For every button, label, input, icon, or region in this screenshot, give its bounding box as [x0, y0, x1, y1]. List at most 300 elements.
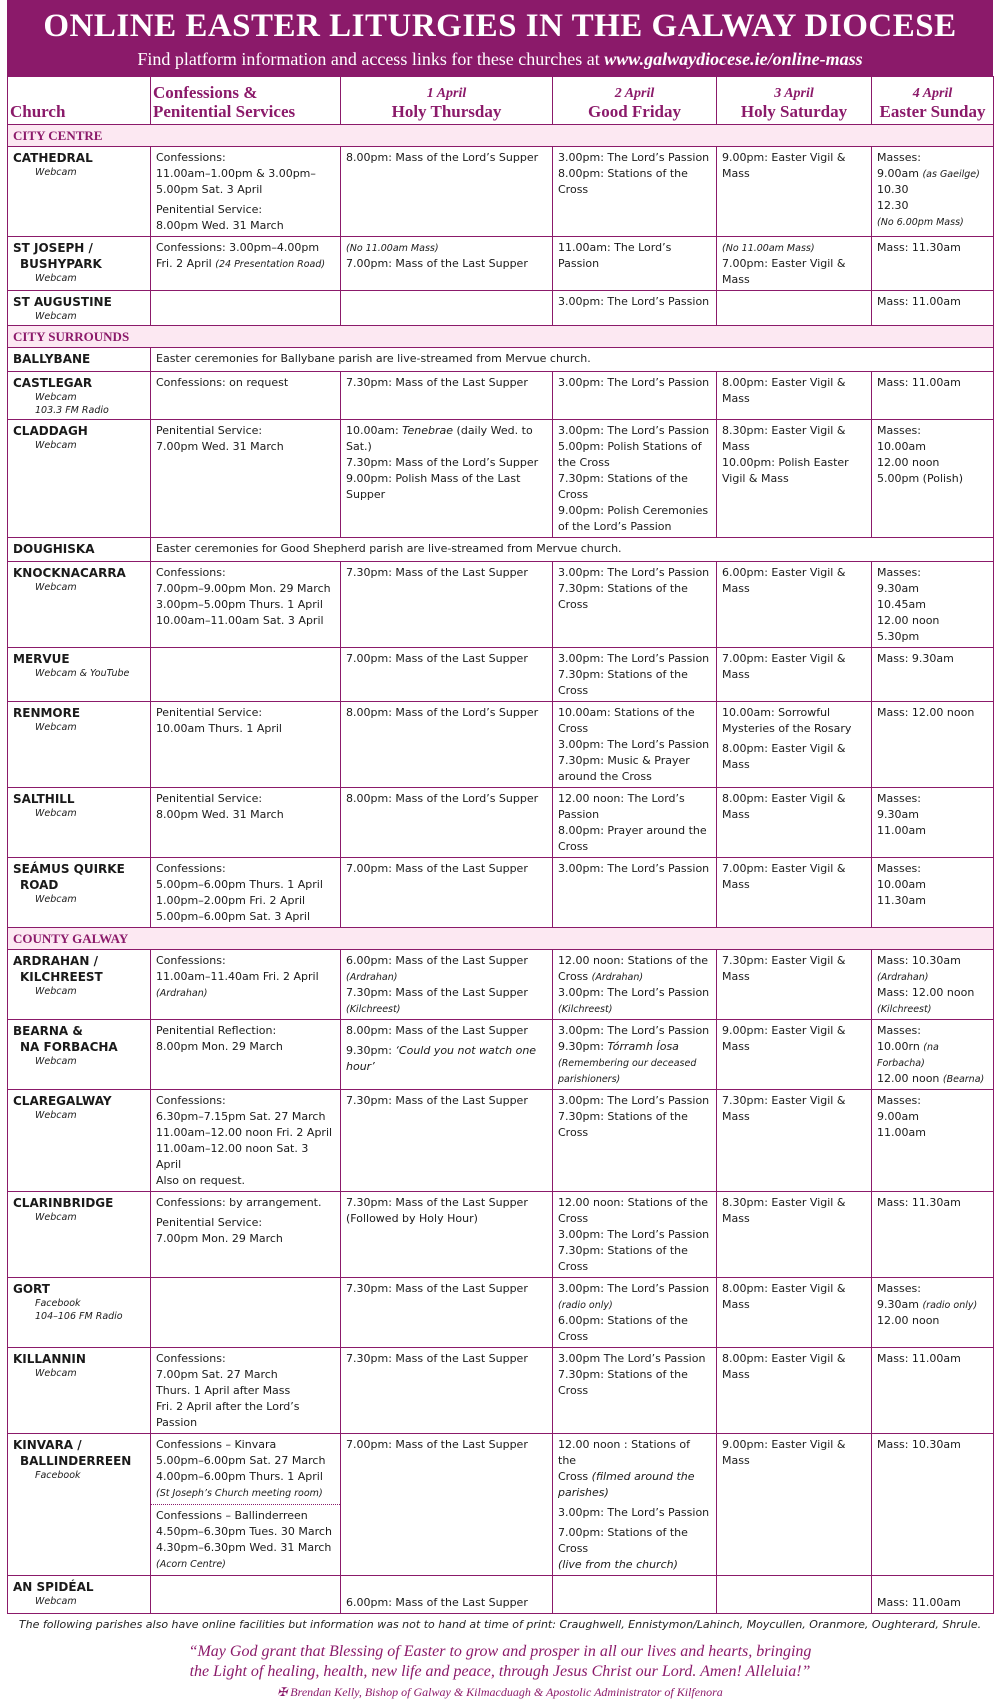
cell-sun — [872, 291, 994, 326]
line-text: 9.00am — [877, 1110, 919, 1123]
schedule-line — [558, 705, 711, 737]
line-text: 10.00am — [877, 878, 926, 891]
line-text: Mass: 10.30am — [877, 954, 961, 967]
cell-c — [151, 1434, 341, 1576]
church-cell — [8, 1192, 151, 1278]
line-text: 12.00 noon — [877, 1314, 940, 1327]
schedule-line — [346, 1437, 547, 1453]
line-text: 8.30pm: Easter Vigil & Mass — [722, 424, 846, 453]
cell-sun — [872, 147, 994, 237]
church-cell — [8, 950, 151, 1020]
section-title: CITY CENTRE — [8, 125, 994, 147]
line-text: 11.30am — [877, 894, 926, 907]
line-text: 5.00pm: Polish Stations of the Cross — [558, 440, 702, 469]
schedule-line — [156, 1367, 335, 1383]
line-text: 5.30pm — [877, 630, 920, 643]
schedule-line — [877, 1071, 988, 1087]
cell-sat — [717, 788, 872, 858]
line-text: 8.00pm Wed. 31 March — [156, 808, 284, 821]
schedule-line — [156, 953, 335, 969]
church-platform: Webcam — [35, 273, 77, 284]
cell-fri — [553, 237, 717, 291]
line-note: (Kilchreest) — [346, 1004, 401, 1015]
line-text: Mass: 11.00am — [877, 1596, 961, 1609]
cell-fri — [553, 372, 717, 420]
schedule-line — [877, 198, 988, 214]
schedule-line — [558, 375, 711, 391]
cell-sat — [717, 237, 872, 291]
line-text: 7.30pm: Mass of the Last Supper — [346, 1352, 528, 1365]
schedule-line — [722, 705, 866, 737]
line-note: (as Gaeilge) — [922, 169, 980, 180]
schedule-line — [558, 861, 711, 877]
church-name: BUSHYPARK — [20, 257, 102, 271]
line-text: Fri. 2 April after the Lord’s Passion — [156, 1400, 300, 1429]
bishop-quote — [7, 1642, 993, 1682]
cell-sat — [717, 1576, 872, 1614]
line-text: 10.00am — [877, 440, 926, 453]
table-row — [8, 1090, 994, 1192]
schedule-line — [722, 861, 866, 893]
cell-thu — [341, 1192, 553, 1278]
line-text: 3.00pm: The Lord’s Passion — [558, 1282, 710, 1295]
section-row — [8, 125, 994, 147]
cell-c — [151, 1090, 341, 1192]
line-text: 7.30pm: Mass of the Last Supper — [346, 566, 528, 579]
schedule-line — [156, 423, 335, 439]
church-name: ROAD — [20, 878, 59, 892]
cell-sun — [872, 1576, 994, 1614]
cell-c — [151, 420, 341, 538]
schedule-line — [722, 455, 866, 487]
cell-sat — [717, 702, 872, 788]
schedule-line — [722, 1351, 866, 1383]
schedule-line — [346, 651, 547, 667]
cell-sun — [872, 788, 994, 858]
church-platform: Webcam — [35, 582, 77, 593]
church-platform: Webcam — [35, 1596, 77, 1607]
line-text: 12.00 noon: The Lord’s Passion — [558, 792, 685, 821]
church-cell — [8, 1278, 151, 1348]
schedule-line — [156, 1453, 335, 1469]
schedule-line — [558, 1437, 711, 1469]
divider — [151, 1504, 340, 1505]
schedule-line — [156, 909, 335, 925]
line-text: 3.00pm: The Lord’s Passion — [558, 652, 710, 665]
page-subtitle — [7, 48, 993, 70]
line-text: 11.00am–12.00 noon Sat. 3 April — [156, 1142, 309, 1171]
schedule-line — [156, 721, 335, 737]
schedule-line — [156, 807, 335, 823]
schedule-line — [558, 1469, 711, 1501]
schedule-line — [156, 150, 335, 166]
line-text: Confessions: — [156, 954, 226, 967]
church-name: KILCHREEST — [20, 970, 103, 984]
schedule-line — [156, 375, 335, 391]
schedule-line — [156, 1524, 335, 1540]
cell-sun — [872, 950, 994, 1020]
schedule-line — [346, 423, 547, 455]
schedule-line — [877, 861, 988, 877]
schedule-line — [877, 877, 988, 893]
schedule-line — [558, 1505, 711, 1521]
line-text: 3.00pm: The Lord’s Passion — [558, 376, 710, 389]
schedule-line — [156, 1141, 335, 1173]
schedule-line — [156, 1039, 335, 1055]
schedule-line — [156, 218, 335, 234]
schedule-line — [877, 1313, 988, 1329]
church-name: DOUGHISKA — [13, 542, 95, 556]
table-row — [8, 291, 994, 326]
schedule-line — [156, 1215, 335, 1231]
schedule-line — [156, 1093, 335, 1109]
schedule-line — [877, 969, 988, 985]
schedule-line — [558, 823, 711, 855]
schedule-line — [877, 807, 988, 823]
schedule-line — [156, 893, 335, 909]
schedule-line — [346, 1001, 547, 1017]
line-text: 3.00pm: The Lord’s Passion — [558, 151, 710, 164]
schedule-line — [558, 1557, 711, 1573]
schedule-line — [558, 581, 711, 613]
church-platform: 104–106 FM Radio — [35, 1311, 123, 1322]
line-note: (No 11.00am Mass) — [722, 243, 815, 254]
schedule-line — [722, 150, 866, 182]
cell-sat — [717, 372, 872, 420]
schedule-line — [156, 597, 335, 613]
schedule-line — [558, 651, 711, 667]
church-cell — [8, 1434, 151, 1576]
schedule-line — [346, 969, 547, 985]
schedule-line — [558, 1195, 711, 1227]
schedule-line — [156, 1437, 335, 1453]
schedule-line — [877, 705, 988, 721]
schedule-line — [877, 1297, 988, 1313]
schedule-line — [156, 1383, 335, 1399]
cell-thu — [341, 858, 553, 928]
line-note: (Kilchreest) — [877, 1004, 932, 1015]
schedule-line — [156, 1231, 335, 1247]
cell-fri — [553, 147, 717, 237]
schedule-line — [877, 953, 988, 969]
church-name: GORT — [13, 1282, 50, 1296]
schedule-line — [558, 439, 711, 471]
quote-line-1: “May God grant that Blessing of Easter to grow and prosper in all our lives and hearts, bringing — [188, 1643, 812, 1660]
cell-sun — [872, 372, 994, 420]
schedule-line — [877, 629, 988, 645]
schedule-line — [877, 1023, 988, 1039]
cell-sat — [717, 1192, 872, 1278]
cell-sat — [717, 858, 872, 928]
line-note: (radio only) — [558, 1300, 613, 1311]
line-text: 5.00pm–6.00pm Sat. 3 April — [156, 910, 311, 923]
church-cell — [8, 291, 151, 326]
line-text: Confessions: 3.00pm–4.00pm Fri. 2 April — [156, 241, 320, 270]
schedule-line — [877, 1281, 988, 1297]
line-text: 3.00pm: The Lord’s Passion — [558, 986, 710, 999]
line-text: Mass: 9.30am — [877, 652, 954, 665]
subtitle-text: Find platform information and access links for these churches at — [137, 49, 605, 69]
church-cell — [8, 1090, 151, 1192]
schedule-line — [877, 651, 988, 667]
schedule-line — [156, 1508, 335, 1524]
line-text: 6.00pm: Easter Vigil & Mass — [722, 566, 846, 595]
line-text: 9.00am — [877, 167, 919, 180]
line-text: Confessions: by arrangement. — [156, 1196, 322, 1209]
col-confessions: Confessions & Penitential Services — [151, 77, 341, 125]
line-text: 8.00pm: Easter Vigil & Mass — [722, 742, 846, 771]
line-prefix: Cross — [558, 1470, 592, 1483]
schedule-line — [722, 651, 866, 683]
line-text: 12.00 noon — [877, 1072, 940, 1085]
line-text: 9.00pm: Easter Vigil & Mass — [722, 151, 846, 180]
church-platform: Webcam & YouTube — [35, 668, 130, 679]
line-text: 9.30am — [877, 808, 919, 821]
cell-thu — [341, 950, 553, 1020]
line-text: 7.30pm: Stations of the Cross — [558, 1368, 688, 1397]
line-text: 11.00am — [877, 1126, 926, 1139]
schedule-line — [722, 1195, 866, 1227]
line-text: 9.30am — [877, 582, 919, 595]
line-text: 10.00am Thurs. 1 April — [156, 722, 282, 735]
church-platform: Webcam — [35, 894, 77, 905]
line-text: 7.30pm: Easter Vigil & Mass — [722, 1094, 846, 1123]
cell-sat — [717, 1090, 872, 1192]
line-text: 4.50pm–6.30pm Tues. 30 March — [156, 1525, 332, 1538]
schedule-line — [558, 1351, 711, 1367]
table-row — [8, 562, 994, 648]
line-text: Thurs. 1 April after Mass — [156, 1384, 291, 1397]
line-text: Also on request. — [156, 1174, 246, 1187]
line-note: (Ardrahan) — [156, 988, 208, 999]
cell-thu — [341, 788, 553, 858]
schedule-line — [877, 240, 988, 256]
church-name: NA FORBACHA — [20, 1040, 118, 1054]
schedule-line — [877, 1195, 988, 1211]
line-text: 6.30pm–7.15pm Sat. 27 March — [156, 1110, 326, 1123]
line-text: 12.00 noon — [877, 456, 940, 469]
line-text: 11.00am–12.00 noon Fri. 2 April — [156, 1126, 333, 1139]
cell-sat — [717, 147, 872, 237]
table-row — [8, 1434, 994, 1576]
page-title: ONLINE EASTER LITURGIES IN THE GALWAY DIOCESE — [43, 8, 957, 44]
cell-thu — [341, 420, 553, 538]
cell-fri — [553, 1192, 717, 1278]
cell-sun — [872, 420, 994, 538]
schedule-line — [558, 1227, 711, 1243]
schedule-line — [156, 1023, 335, 1039]
line-text: 9.30am — [877, 1298, 919, 1311]
table-row — [8, 538, 994, 562]
schedule-line — [722, 1023, 866, 1055]
church-cell — [8, 420, 151, 538]
line-text: Masses: — [877, 424, 921, 437]
line-text: Masses: — [877, 1094, 921, 1107]
cell-sun — [872, 702, 994, 788]
line-text: Confessions – Kinvara — [156, 1438, 277, 1451]
line-text: Penitential Service: — [156, 792, 263, 805]
cell-fri — [553, 950, 717, 1020]
church-cell — [8, 538, 151, 562]
schedule-line — [877, 791, 988, 807]
cell-fri — [553, 1020, 717, 1090]
line-text: Mass: 10.30am — [877, 1438, 961, 1451]
table-row — [8, 950, 994, 1020]
schedule-line — [558, 1313, 711, 1345]
church-name: KNOCKNACARRA — [13, 566, 126, 580]
schedule-line — [877, 1001, 988, 1017]
line-text: 11.00am–1.00pm & 3.00pm–5.00pm Sat. 3 April — [156, 167, 316, 196]
church-cell — [8, 1348, 151, 1434]
cell-thu — [341, 702, 553, 788]
line-note: (Bearna) — [942, 1074, 985, 1085]
line-text: Mass: 11.30am — [877, 1196, 961, 1209]
table-row — [8, 1278, 994, 1348]
schedule-line — [558, 753, 711, 785]
line-text: 10.00am: Stations of the Cross — [558, 706, 695, 735]
schedule-line — [877, 214, 988, 230]
line-text: (daily Wed. to Sat.) — [346, 424, 533, 453]
cell-fri — [553, 788, 717, 858]
church-name: MERVUE — [13, 652, 70, 666]
cell-sat — [717, 1020, 872, 1090]
cell-thu — [341, 1576, 553, 1614]
cell-thu — [341, 237, 553, 291]
schedule-line — [877, 1093, 988, 1109]
church-platform: Webcam — [35, 1056, 77, 1067]
cell-c — [151, 1576, 341, 1614]
table-row — [8, 788, 994, 858]
schedule-line — [877, 581, 988, 597]
schedule-line — [156, 1351, 335, 1367]
church-cell — [8, 237, 151, 291]
line-italic: (live from the church) — [558, 1558, 678, 1571]
line-note: (radio only) — [922, 1300, 978, 1311]
church-name: CLADDAGH — [13, 424, 88, 438]
line-text: 7.30pm: Mass of the Lord’s Supper — [346, 456, 539, 469]
line-text: 11.00am–11.40am Fri. 2 April — [156, 970, 319, 983]
cell-sun — [872, 237, 994, 291]
line-text: 9.00pm: Easter Vigil & Mass — [722, 1438, 846, 1467]
cell-thu — [341, 147, 553, 237]
cell-fri — [553, 1434, 717, 1576]
schedule-line — [156, 1485, 335, 1501]
line-text: Mass: 11.00am — [877, 376, 961, 389]
line-text: 9.00pm: Polish Mass of the Last Supper — [346, 472, 521, 501]
church-platform: Webcam — [35, 722, 77, 733]
line-text: 7.30pm: Mass of the Last Supper — [346, 1196, 528, 1209]
schedule-line — [877, 823, 988, 839]
cell-thu — [341, 291, 553, 326]
line-text: 7.00pm: Mass of the Last Supper — [346, 1438, 528, 1451]
schedule-line — [877, 613, 988, 629]
line-text: 8.00pm: Mass of the Lord’s Supper — [346, 151, 539, 164]
schedule-line — [346, 375, 547, 391]
schedule-line — [156, 166, 335, 198]
schedule-line — [558, 737, 711, 753]
span-note: Easter ceremonies for Good Shepherd parish are live-streamed from Mervue church. — [151, 538, 994, 562]
schedule-line — [558, 1001, 711, 1017]
line-text: Penitential Service: — [156, 424, 263, 437]
line-text: 10.00am–11.00am Sat. 3 April — [156, 614, 324, 627]
footnote: The following parishes also have online facilities but information was not to hand at time of print: Craughwell, Ennistymon/Lahinch, Moycullen, Oranmore, Oughterard, Shrule. — [18, 1618, 982, 1631]
line-text: 7.00pm: Easter Vigil & Mass — [722, 652, 846, 681]
line-text: Masses: — [877, 1024, 921, 1037]
schedule-line — [346, 953, 547, 969]
line-prefix: 9.30pm: — [558, 1040, 608, 1053]
schedule-line — [558, 294, 711, 310]
line-text: 7.30pm: Stations of the Cross — [558, 1244, 688, 1273]
line-note: (No 11.00am Mass) — [346, 243, 439, 254]
line-text: 8.00pm: Easter Vigil & Mass — [722, 1352, 846, 1381]
church-name: AN SPIDÉAL — [13, 1580, 94, 1594]
section-title: COUNTY GALWAY — [8, 928, 994, 950]
schedule-line — [346, 1023, 547, 1039]
line-text: 7.30pm: Stations of the Cross — [558, 1110, 688, 1139]
line-text: Mass: 11.30am — [877, 241, 961, 254]
schedule-line — [346, 1351, 547, 1367]
schedule-line — [877, 1579, 988, 1595]
church-cell — [8, 858, 151, 928]
schedule-line — [722, 1281, 866, 1313]
line-note: (Ardrahan) — [591, 972, 644, 983]
line-text: 3.00pm: The Lord’s Passion — [558, 1228, 710, 1241]
line-text: 7.00pm Sat. 27 March — [156, 1368, 278, 1381]
cell-thu — [341, 1020, 553, 1090]
line-text: 3.00pm: The Lord’s Passion — [558, 1024, 710, 1037]
line-text: 11.00am: The Lord’s Passion — [558, 241, 672, 270]
line-text: 3.00pm: The Lord’s Passion — [558, 738, 710, 751]
schedule-line — [156, 565, 335, 581]
schedule-line — [156, 985, 335, 1001]
church-name: KINVARA / — [13, 1438, 82, 1452]
line-text: 3.00pm: The Lord’s Passion — [558, 862, 710, 875]
schedule-line — [558, 166, 711, 198]
line-text: 4.30pm–6.30pm Wed. 31 March — [156, 1541, 332, 1554]
church-platform: Webcam — [35, 440, 77, 451]
cell-sat — [717, 420, 872, 538]
line-text: 3.00pm: The Lord’s Passion — [558, 566, 710, 579]
church-cell — [8, 372, 151, 420]
line-note: (24 Presentation Road) — [215, 259, 326, 270]
church-name: RENMORE — [13, 706, 81, 720]
line-text: 5.00pm–6.00pm Thurs. 1 April — [156, 878, 323, 891]
line-text: 6.00pm: Mass of the Last Supper — [346, 1596, 528, 1609]
line-text: 7.30pm: Stations of the Cross — [558, 668, 688, 697]
line-text: (Followed by Holy Hour) — [346, 1212, 478, 1225]
line-text: 10.00am: Sorrowful Mysteries of the Rosary — [722, 706, 852, 735]
schedule-line — [558, 953, 711, 985]
quote-line-2: the Light of healing, health, new life and peace, through Jesus Christ our Lord. Amen! Alleluia!” — [189, 1663, 811, 1680]
line-text: Mass: 12.00 noon — [877, 706, 975, 719]
line-text: 8.00pm Wed. 31 March — [156, 219, 284, 232]
line-text: 7.00pm: Easter Vigil & Mass — [722, 862, 846, 891]
cell-c — [151, 648, 341, 702]
schedule-line — [346, 1579, 547, 1595]
col-friday: 2 April Good Friday — [553, 77, 717, 125]
schedule-line — [346, 861, 547, 877]
line-text: 3.00pm: The Lord’s Passion — [558, 424, 710, 437]
line-note: (Kilchreest) — [558, 1004, 613, 1015]
schedule-line — [722, 565, 866, 597]
table-header-row — [8, 77, 994, 125]
line-text: 9.00pm: Polish Ceremonies of the Lord’s Passion — [558, 504, 709, 533]
schedule-line — [346, 240, 547, 256]
schedule-line — [877, 182, 988, 198]
diocese-link[interactable]: www.galwaydiocese.ie/online-mass — [604, 49, 863, 69]
line-text: 7.00pm–9.00pm Mon. 29 March — [156, 582, 331, 595]
schedule-line — [877, 375, 988, 391]
